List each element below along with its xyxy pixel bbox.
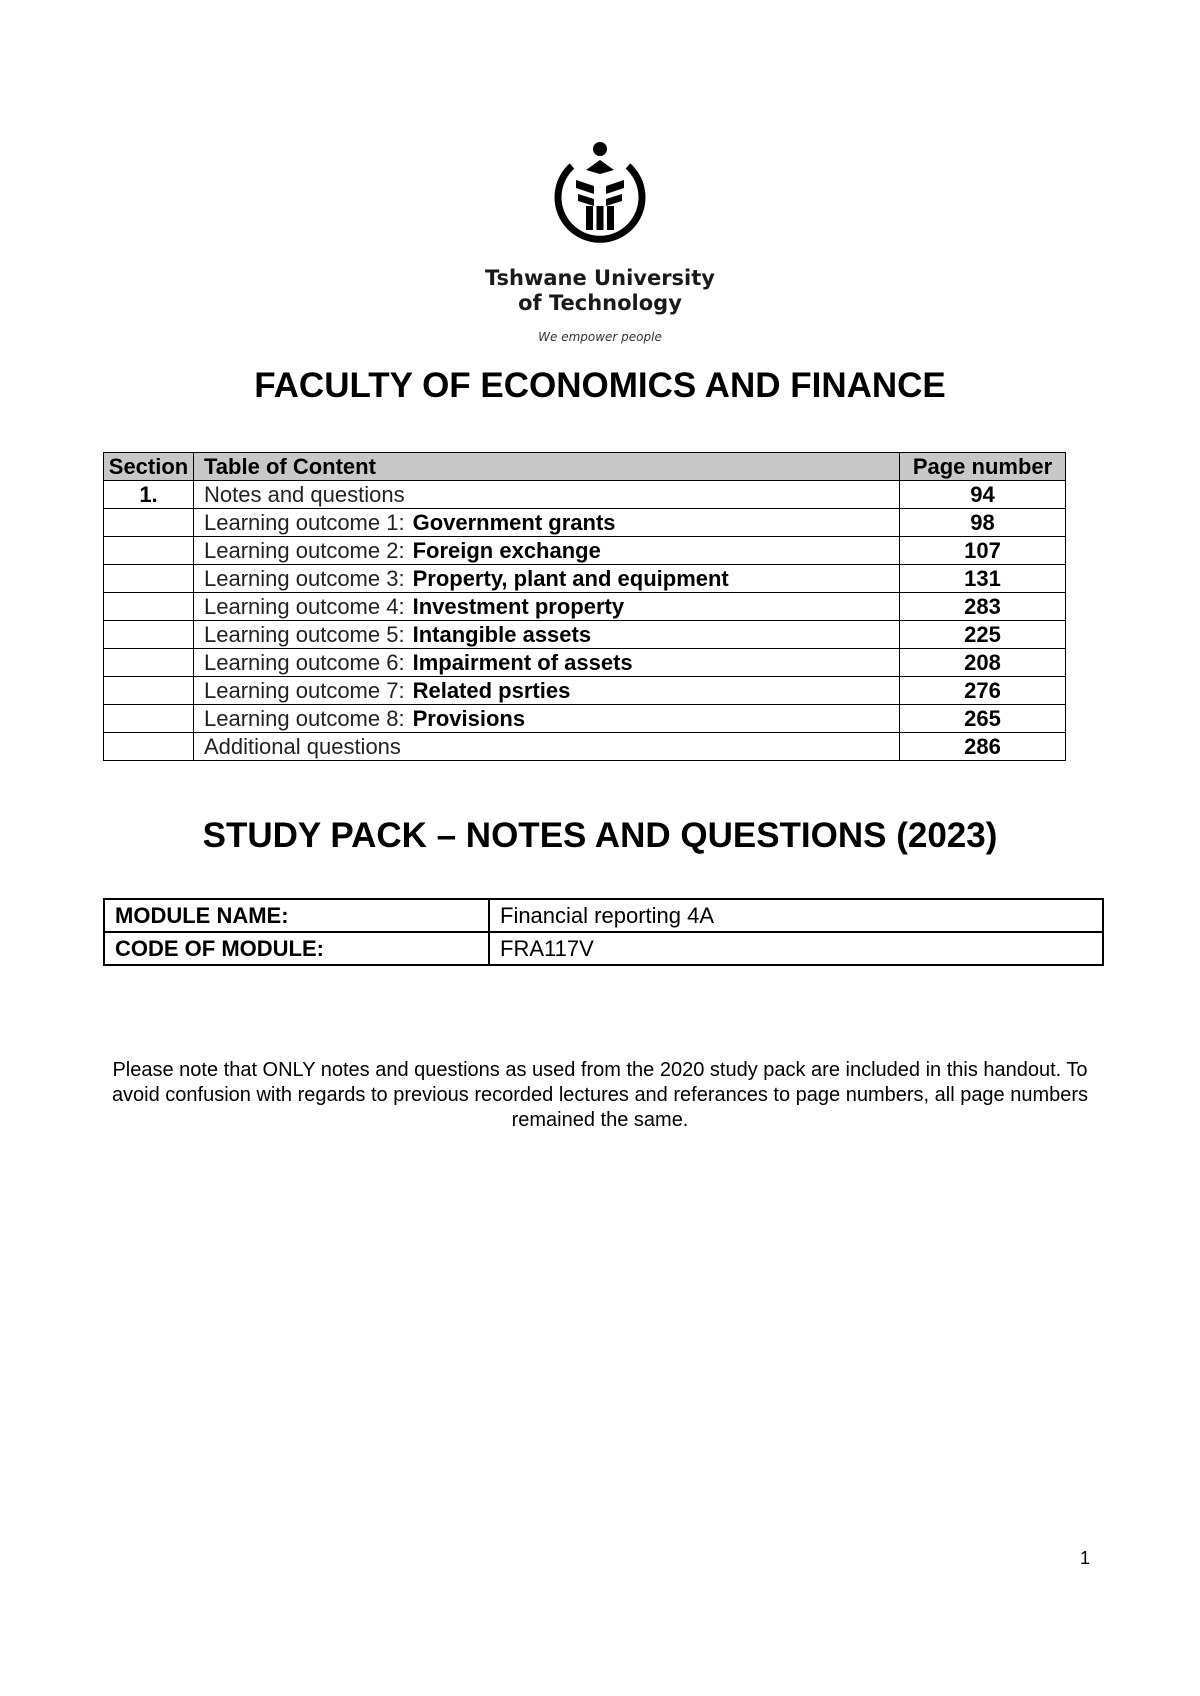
study-pack-title: STUDY PACK – NOTES AND QUESTIONS (2023) — [202, 816, 998, 855]
toc-content-cell — [194, 649, 900, 677]
toc-row — [104, 733, 1066, 761]
module-code-row — [104, 932, 1103, 965]
university-name: Tshwane University of Technology — [485, 266, 715, 315]
toc-entry-prefix: Learning outcome 7: — [204, 678, 405, 703]
faculty-title: FACULTY OF ECONOMICS AND FINANCE — [254, 366, 946, 405]
toc-section-cell — [104, 537, 194, 565]
toc-section-cell: 1. — [104, 481, 194, 509]
toc-row — [104, 565, 1066, 593]
toc-page-cell: 208 — [900, 649, 1066, 677]
toc-section-cell — [104, 621, 194, 649]
toc-entry-prefix: Learning outcome 1: — [204, 510, 405, 535]
table-of-contents — [103, 452, 1066, 761]
toc-entry-topic: Government grants — [412, 510, 616, 535]
toc-row — [104, 649, 1066, 677]
module-name-row — [104, 899, 1103, 932]
module-name-label: MODULE NAME: — [104, 899, 489, 932]
toc-row — [104, 677, 1066, 705]
toc-content-cell — [194, 621, 900, 649]
toc-row — [104, 705, 1066, 733]
toc-page-cell: 107 — [900, 537, 1066, 565]
page-number: 1 — [1080, 1548, 1091, 1568]
toc-page-cell: 276 — [900, 677, 1066, 705]
toc-page-cell: 98 — [900, 509, 1066, 537]
toc-page-cell: 94 — [900, 481, 1066, 509]
toc-entry-prefix: Learning outcome 3: — [204, 566, 405, 591]
toc-entry-prefix: Learning outcome 8: — [204, 706, 405, 731]
toc-row — [104, 621, 1066, 649]
toc-section-cell — [104, 733, 194, 761]
toc-page-cell: 283 — [900, 593, 1066, 621]
toc-entry-prefix: Learning outcome 2: — [204, 538, 405, 563]
toc-entry-topic: Provisions — [412, 706, 526, 731]
toc-row — [104, 593, 1066, 621]
tut-crest-icon — [550, 140, 650, 260]
module-code-label: CODE OF MODULE: — [104, 932, 489, 965]
toc-entry-topic: Investment property — [412, 594, 625, 619]
toc-row — [104, 481, 1066, 509]
toc-row — [104, 537, 1066, 565]
toc-row — [104, 509, 1066, 537]
toc-header-page: Page number — [900, 453, 1066, 481]
toc-header-row — [104, 453, 1066, 481]
toc-page-cell: 265 — [900, 705, 1066, 733]
toc-content-cell — [194, 481, 900, 509]
toc-entry-prefix: Notes and questions — [204, 482, 405, 507]
toc-content-cell — [194, 593, 900, 621]
toc-content-cell — [194, 509, 900, 537]
module-info-table — [103, 898, 1104, 966]
module-name-value: Financial reporting 4A — [489, 899, 1103, 932]
toc-header-content: Table of Content — [194, 453, 900, 481]
toc-page-cell: 131 — [900, 565, 1066, 593]
toc-content-cell — [194, 565, 900, 593]
toc-section-cell — [104, 705, 194, 733]
toc-entry-topic: Foreign exchange — [412, 538, 601, 563]
toc-section-cell — [104, 593, 194, 621]
module-code-value: FRA117V — [489, 932, 1103, 965]
toc-entry-topic: Property, plant and equipment — [412, 566, 729, 591]
toc-entry-topic: Related psrties — [412, 678, 571, 703]
toc-entry-topic: Intangible assets — [412, 622, 592, 647]
toc-entry-prefix: Additional questions — [204, 734, 401, 759]
toc-section-cell — [104, 677, 194, 705]
toc-entry-prefix: Learning outcome 5: — [204, 622, 405, 647]
toc-page-cell: 225 — [900, 621, 1066, 649]
toc-content-cell — [194, 733, 900, 761]
toc-section-cell — [104, 565, 194, 593]
toc-page-cell: 286 — [900, 733, 1066, 761]
university-tagline: We empower people — [538, 330, 662, 344]
toc-entry-prefix: Learning outcome 4: — [204, 594, 405, 619]
toc-content-cell — [194, 677, 900, 705]
toc-section-cell — [104, 509, 194, 537]
handout-note: Please note that ONLY notes and questions as used from the 2020 study pack are included in this handout. To avoid confusion with regards to previous recorded lectures and referances to page numbers, all page numbers remained the same. — [111, 1059, 1089, 1131]
toc-content-cell — [194, 537, 900, 565]
toc-entry-topic: Impairment of assets — [412, 650, 633, 675]
university-logo — [0, 140, 1200, 344]
toc-entry-prefix: Learning outcome 6: — [204, 650, 405, 675]
toc-header-section: Section — [104, 453, 194, 481]
toc-content-cell — [194, 705, 900, 733]
toc-section-cell — [104, 649, 194, 677]
